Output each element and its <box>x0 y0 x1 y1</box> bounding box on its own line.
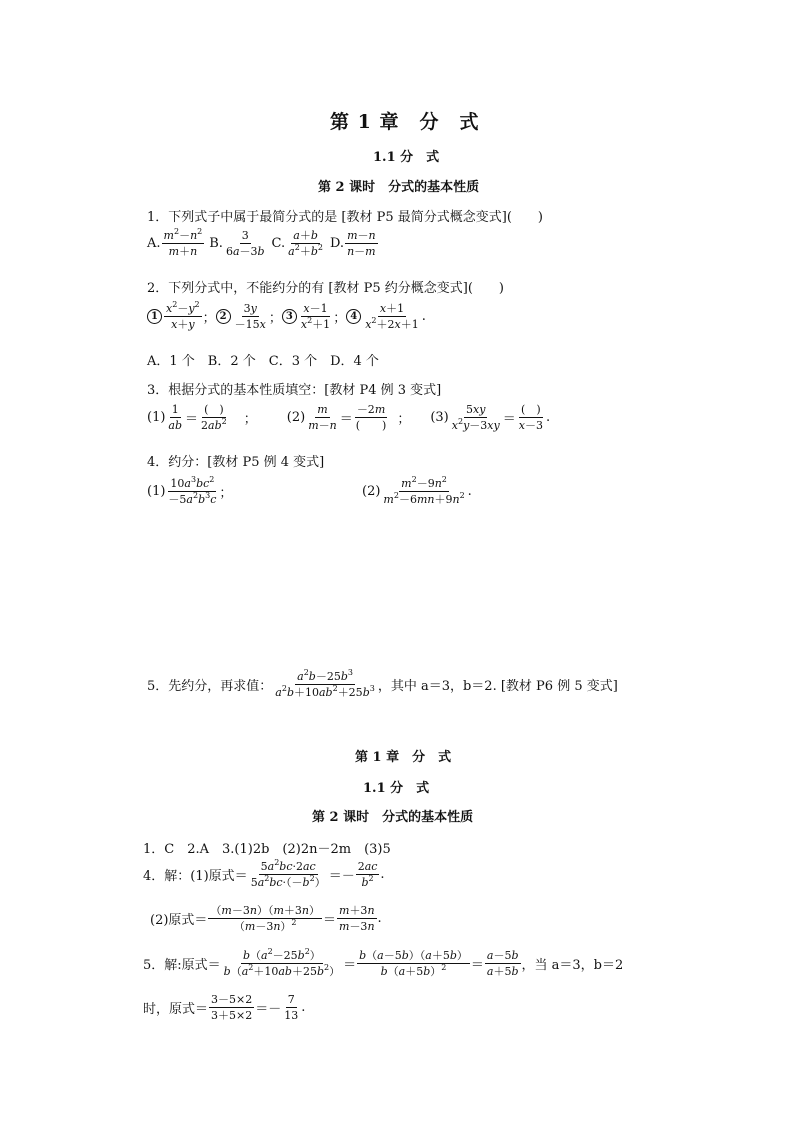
question-4-stem: 4．约分：[教材 P5 例 4 变式] <box>147 455 325 470</box>
question-3-stem: 3．根据分式的基本性质填空：[教材 P4 例 3 变式] <box>147 383 442 398</box>
question-4-part-1: (1) $\frac{10a^3bc^2}{-5a^2b^3c}$ ； <box>147 475 233 506</box>
lesson-title: 第 2 课时 分式的基本性质 <box>318 180 480 195</box>
question-1-stem: 1．下列式子中属于最简分式的是 [教材 P5 最简分式概念变式]( ) <box>147 210 543 225</box>
chapter-title: 第 1 章 分 式 <box>330 111 480 133</box>
question-4-part-2: (2) $\frac{m^2-9n^2}{m^2-6mn+9n^2}$ . <box>362 475 472 506</box>
answers-section-title: 1.1 分 式 <box>363 781 430 796</box>
section-title: 1.1 分 式 <box>373 150 440 165</box>
question-5: 5．先约分，再求值： $\frac{a^2b-25b^3}{a^2b+10ab^2+25b^3}$ ，其中 a＝3，b＝2. [教材 P6 例 5 变式] <box>147 668 618 699</box>
answers-chapter-title: 第 1 章 分 式 <box>355 750 452 765</box>
question-2-stem: 2．下列分式中，不能约分的有 [教材 P5 约分概念变式]( ) <box>147 281 504 296</box>
question-1-options: A. $\frac{m^2-n^2}{m+n}$ B. $\frac{3}{6a-3b}$ C. $\frac{a+b}{a^2+b^2}$ D. $\frac{m-n}{n-m}$ <box>147 227 376 258</box>
answers-line-1: 1．C 2.A 3.(1)2b (2)2n－2m (3)5 <box>143 842 391 857</box>
question-2-choices: A．1 个 B．2 个 C．3 个 D．4 个 <box>147 354 379 369</box>
answer-4-part-1: 4．解：(1)原式＝ $\frac{5a^2bc\cdot 2ac}{5a^2bc\cdot(-b^2)}$ ＝－ $\frac{2ac}{b^2}$ . <box>143 858 385 889</box>
question-2-items: 1 $\frac{x^2-y^2}{x+y}$ ； 2 $\frac{3y}{-15x}$ ； 3 $\frac{x-1}{x^2+1}$ ； 4 $\frac{x+1}{x^2+2x+1}$ . <box>147 303 426 330</box>
answer-4-part-2: (2)原式＝ $\frac{(m-3n)(m+3n)}{(m-3n)^2}$ ＝ $\frac{m+3n}{m-3n}$ . <box>150 904 382 933</box>
answer-5-line-2: 时，原式＝ $\frac{3-5\times 2}{3+5\times 2}$ ＝－ $\frac{7}{13}$ . <box>143 993 306 1022</box>
answers-lesson-title: 第 2 课时 分式的基本性质 <box>312 810 474 825</box>
question-3-blanks: (1) $\frac{1}{ab}$ ＝ $\frac{( )}{2ab^2}$ ； (2) $\frac{m}{m-n}$ ＝ $\frac{-2m}{( )}$ ； (3) $\frac{5xy}{x^2y-3xy}$ ＝ $\frac{( )}{x-3}$ . <box>147 403 551 432</box>
answer-5-line-1: 5．解:原式＝ $\frac{b(a^2-25b^2)}{b(a^2+10ab+25b^2)}$ ＝ $\frac{b(a-5b)(a+5b)}{b(a+5b)^2}$ ＝ $\frac{a-5b}{a+5b}$ ，当 a＝3，b＝2 <box>143 947 624 978</box>
